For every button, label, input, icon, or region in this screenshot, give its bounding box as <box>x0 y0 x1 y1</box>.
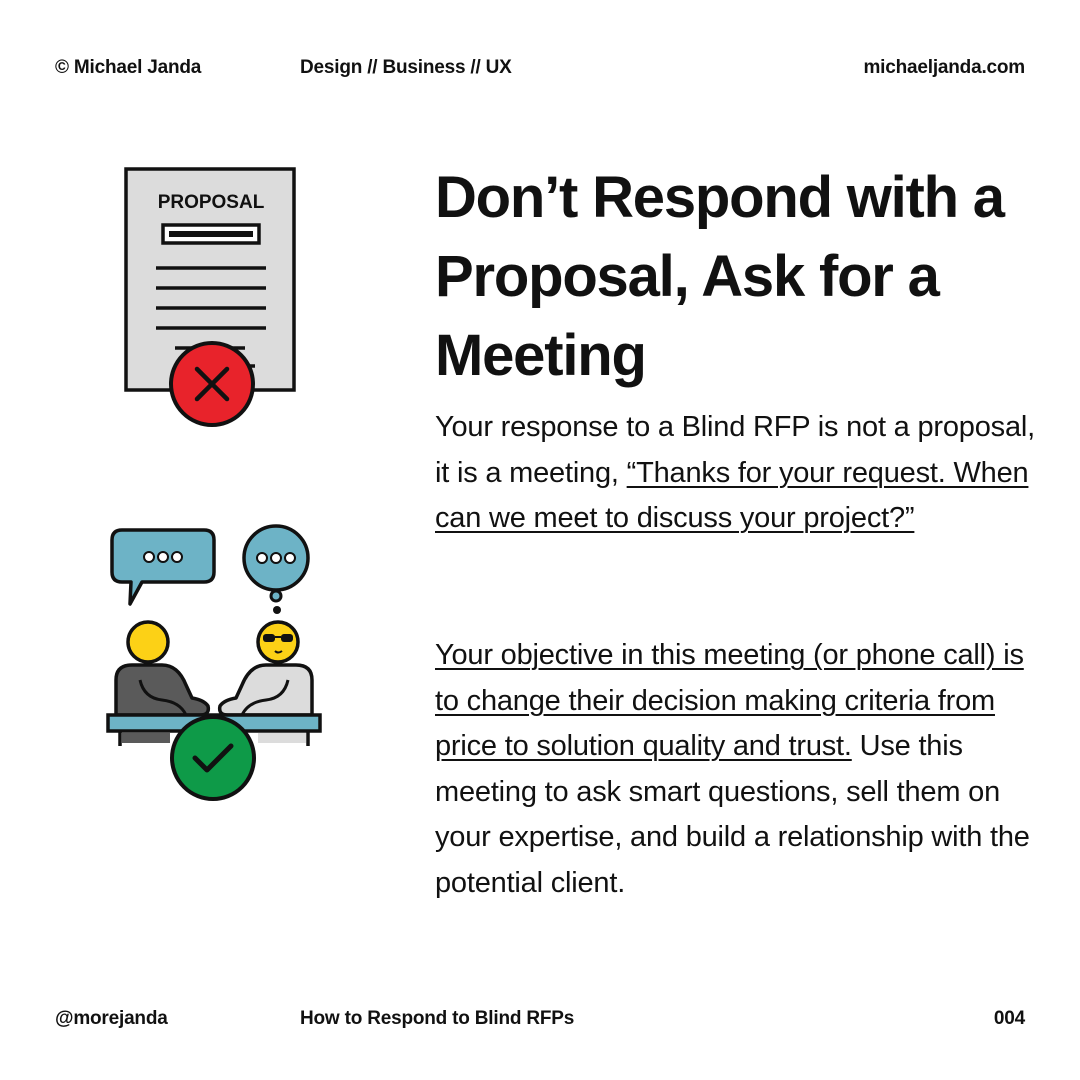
thought-bubble-icon <box>244 526 308 614</box>
paragraph-objective <box>435 633 1045 906</box>
website-link[interactable]: michaeljanda.com <box>863 57 1025 78</box>
objective-details: Use this meeting to ask smart questions, sell them on your expertise, and build a relationship with the potential client. <box>435 730 1030 899</box>
social-handle: @morejanda <box>55 1008 168 1029</box>
suggested-reply-quote: “Thanks for your request. When can we meet to discuss your project?” <box>435 456 1029 534</box>
person-right-icon <box>220 622 312 715</box>
paragraph-intro-lead: Your response to a Blind RFP is not a proposal, it is a meeting, <box>435 411 1035 489</box>
objective-statement: Your objective in this meeting (or phone call) is to change their decision making criteria from price to solution quality and trust. <box>435 639 1024 762</box>
person-left-icon <box>116 622 208 715</box>
paragraph-intro <box>435 405 1045 542</box>
category-label: Design // Business // UX <box>300 57 512 78</box>
series-title: How to Respond to Blind RFPs <box>300 1008 575 1029</box>
page-title: Don’t Respond with a Proposal, Ask for a Meeting <box>435 165 1004 388</box>
document-rejected-icon <box>115 160 315 435</box>
page-number: 004 <box>993 1008 1025 1029</box>
meeting-approved-icon <box>100 520 330 805</box>
proposal-label: PROPOSAL <box>157 192 265 213</box>
copyright-label: © Michael Janda <box>55 57 202 78</box>
speech-bubble-icon <box>112 530 214 604</box>
